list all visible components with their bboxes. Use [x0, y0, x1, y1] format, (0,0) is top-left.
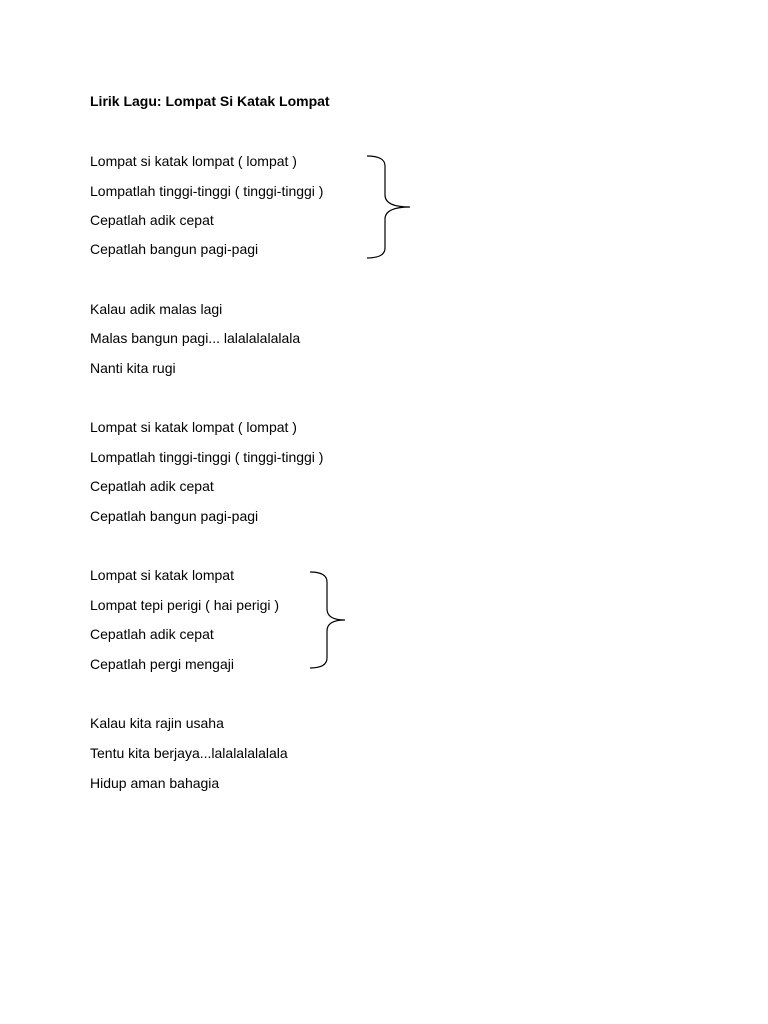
lyric-line: Lompat si katak lompat: [90, 567, 234, 583]
lyric-line: Cepatlah adik cepat: [90, 212, 214, 228]
lyric-line: Cepatlah adik cepat: [90, 478, 214, 494]
lyric-line: Lompat si katak lompat ( lompat ): [90, 419, 297, 435]
lyric-line: Lompatlah tinggi-tinggi ( tinggi-tinggi ): [90, 449, 324, 465]
lyric-line: Cepatlah bangun pagi-pagi: [90, 508, 259, 524]
lyric-line: Hidup aman bahagia: [90, 775, 220, 791]
lyric-line: Lompat si katak lompat ( lompat ): [90, 153, 297, 169]
lyric-line: Cepatlah pergi mengaji: [90, 656, 234, 672]
lyric-line: Malas bangun pagi... lalalalalalala: [90, 330, 301, 346]
lyric-line: Kalau kita rajin usaha: [90, 715, 224, 731]
lyric-line: Kalau adik malas lagi: [90, 301, 223, 317]
right-brace-icon: [307, 569, 351, 671]
lyric-line: Lompatlah tinggi-tinggi ( tinggi-tinggi ): [90, 183, 324, 199]
lyric-line: Nanti kita rugi: [90, 360, 176, 376]
right-brace-icon: [364, 153, 416, 261]
lyric-line: Cepatlah bangun pagi-pagi: [90, 241, 259, 257]
lyric-line: Lompat tepi perigi ( hai perigi ): [90, 597, 280, 613]
lyric-line: Tentu kita berjaya...lalalalalalala: [90, 745, 288, 761]
lyric-line: Cepatlah adik cepat: [90, 626, 214, 642]
song-title: Lirik Lagu: Lompat Si Katak Lompat: [90, 93, 330, 109]
